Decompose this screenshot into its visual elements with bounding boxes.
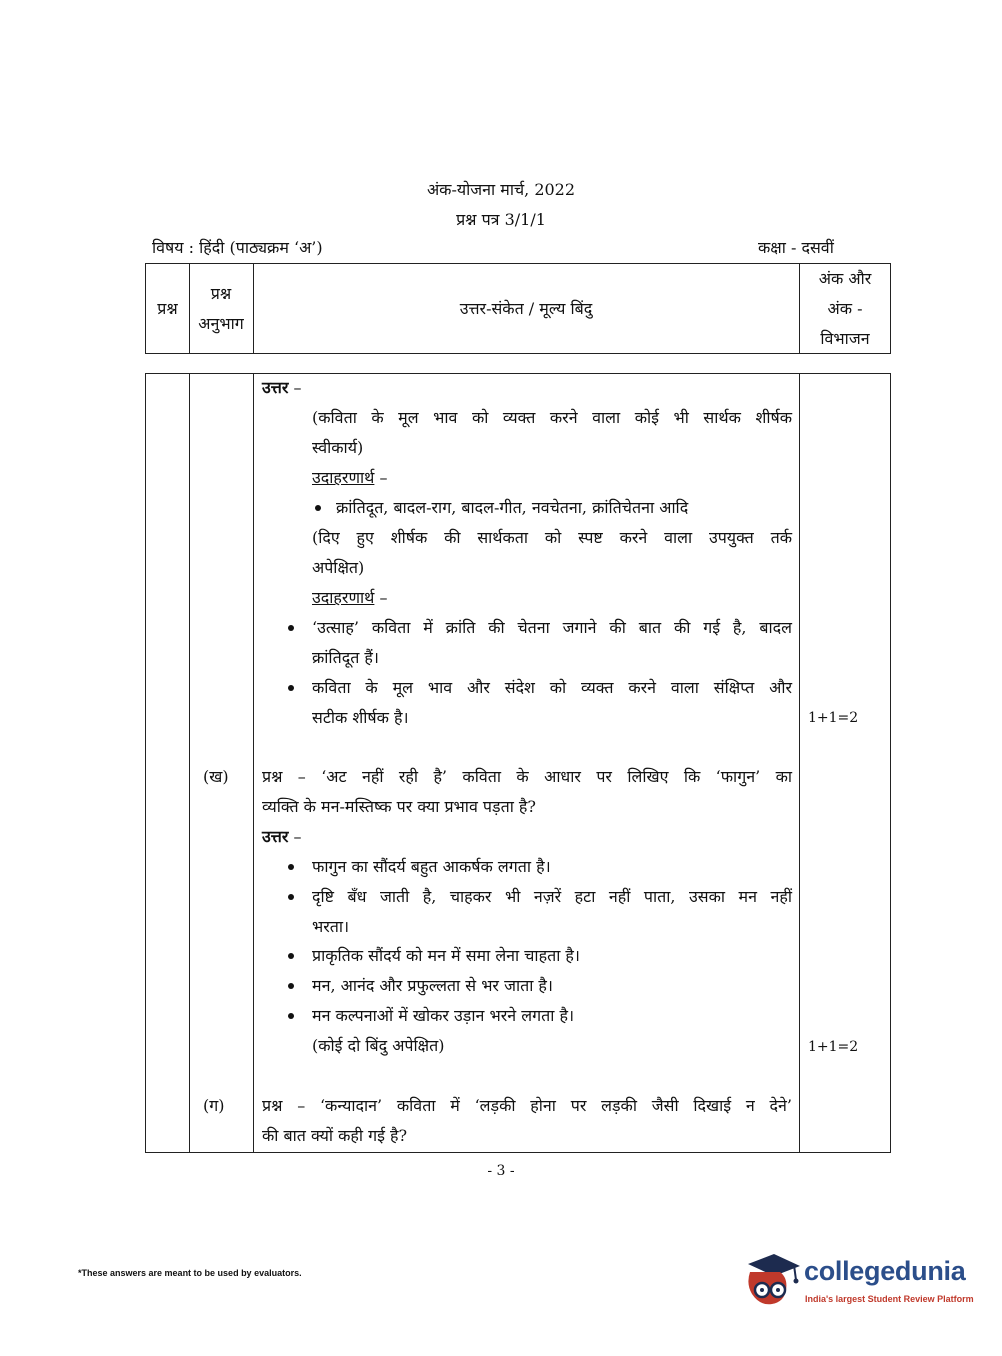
section-label: (ख): [203, 767, 229, 786]
answer-heading: उत्तर –: [262, 378, 302, 397]
example-heading: उदाहरणार्थ –: [312, 468, 388, 487]
question-text: प्रश्न – ‘अट नहीं रही है’ कविता के आधार पर लिखिए कि ‘फागुन’ का: [262, 767, 792, 786]
bullet-icon: [288, 685, 294, 691]
example-heading: उदाहरणार्थ –: [312, 588, 388, 607]
question-text: प्रश्न – ‘कन्यादान’ कविता में ‘लड़की होना पर लड़की जैसी दिखाई न देने’: [262, 1096, 792, 1115]
table-header: [145, 263, 891, 354]
subject-label: विषय : हिंदी (पाठ्यक्रम ‘अ’): [152, 238, 323, 257]
list-item: क्रांतिदूत, बादल-राग, बादल-गीत, नवचेतना, क्रांतिचेतना आदि: [336, 498, 689, 517]
column-divider: [799, 374, 800, 1152]
bullet-icon: [288, 894, 294, 900]
header-section: प्रश्न अनुभाग: [198, 283, 244, 333]
bullet-icon: [288, 953, 294, 959]
table-body: [145, 373, 891, 1153]
list-item: दृष्टि बँध जाती है, चाहकर भी नज़रें हटा नहीं पाता, उसका मन नहीं: [312, 887, 792, 906]
logo-tagline: India's largest Student Review Platform: [805, 1294, 974, 1304]
header-answer-points: उत्तर-संकेत / मूल्य बिंदु: [459, 298, 593, 318]
list-item: भरता।: [312, 917, 350, 936]
list-item: क्रांतिदूत हैं।: [312, 648, 379, 667]
bullet-icon: [315, 505, 321, 511]
bullet-icon: [288, 983, 294, 989]
list-item: मन कल्पनाओं में खोकर उड़ान भरने लगता है।: [312, 1006, 575, 1025]
paper-code: प्रश्न पत्र 3/1/1: [456, 210, 546, 229]
list-item: कविता के मूल भाव और संदेश को व्यक्त करने वाला संक्षिप्त और: [312, 678, 792, 697]
answer-heading: उत्तर –: [262, 827, 302, 846]
collegedunia-logo[interactable]: [740, 1250, 974, 1320]
page-number: - 3 -: [487, 1163, 515, 1179]
list-item: ‘उत्साह’ कविता में क्रांति की चेतना जगाने की बात की गई है, बादल: [312, 618, 792, 637]
mascot-icon: [740, 1250, 802, 1312]
list-item: फागुन का सौंदर्य बहुत आकर्षक लगता है।: [312, 857, 551, 876]
question-text: व्यक्ति के मन-मस्तिष्क पर क्या प्रभाव पड़ता है?: [262, 797, 537, 816]
class-label: कक्षा - दसवीं: [758, 238, 834, 257]
bullet-icon: [288, 864, 294, 870]
section-label: (ग): [203, 1096, 225, 1115]
question-text: की बात क्यों कही गई है?: [262, 1126, 408, 1145]
marks-value: 1+1=2: [808, 710, 859, 726]
answer-note: स्वीकार्य): [312, 438, 364, 457]
answer-note: (कविता के मूल भाव को व्यक्त करने वाला कोई भी सार्थक शीर्षक: [312, 408, 792, 427]
answer-note: (दिए हुए शीर्षक की सार्थकता को स्पष्ट करने वाला उपयुक्त तर्क: [312, 528, 792, 547]
bullet-icon: [288, 625, 294, 631]
logo-text: collegedunia: [804, 1256, 966, 1286]
header-question: प्रश्न: [157, 298, 178, 318]
list-item: प्राकृतिक सौंदर्य को मन में समा लेना चाहता है।: [312, 946, 580, 965]
footer-note: *These answers are meant to be used by evaluators.: [78, 1268, 302, 1278]
answer-note: अपेक्षित): [312, 558, 365, 577]
bullet-icon: [288, 1013, 294, 1019]
marks-value: 1+1=2: [808, 1039, 859, 1055]
list-item: मन, आनंद और प्रफुल्लता से भर जाता है।: [312, 976, 553, 995]
list-item: सटीक शीर्षक है।: [312, 708, 409, 727]
column-divider: [189, 374, 190, 1152]
column-divider: [253, 374, 254, 1152]
page-title: अंक-योजना मार्च, 2022: [426, 180, 576, 199]
answer-note: (कोई दो बिंदु अपेक्षित): [312, 1036, 445, 1055]
header-marks: अंक और अंक - विभाजन: [818, 268, 872, 348]
